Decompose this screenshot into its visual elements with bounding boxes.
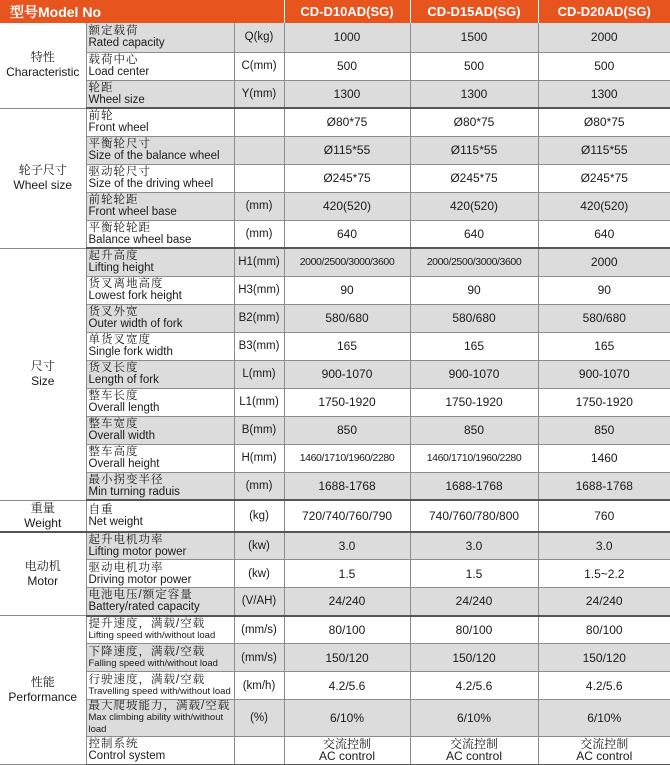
spec-row	[0, 220, 670, 248]
value-cell: 1500	[410, 23, 538, 52]
category-zh: 重量	[30, 500, 55, 515]
parameter-zh: 单货叉宽度	[88, 334, 151, 346]
parameter-en: Length of fork	[88, 374, 159, 386]
value-cell: 850	[538, 416, 670, 444]
parameter-label	[86, 276, 234, 304]
parameter-zh: 整车长度	[88, 390, 139, 402]
value-cell: 1688-1768	[538, 472, 670, 500]
value-line: 交流控制	[580, 737, 629, 752]
parameter-label	[86, 220, 234, 248]
spec-row	[0, 588, 670, 616]
value-cell: 580/680	[538, 304, 670, 332]
value-cell: 150/120	[410, 644, 538, 672]
spec-row	[0, 672, 670, 700]
parameter-en: Overall height	[88, 458, 160, 470]
unit-cell	[234, 108, 284, 136]
spec-row	[0, 500, 670, 532]
parameter-label	[86, 644, 234, 672]
value-line: 交流控制	[450, 737, 499, 752]
spec-row	[0, 700, 670, 737]
unit-cell: (mm/s)	[234, 616, 284, 644]
unit-cell: (kg)	[234, 500, 284, 532]
value-cell	[538, 737, 670, 765]
parameter-en: Single fork width	[88, 346, 173, 358]
unit-cell: L(mm)	[234, 360, 284, 388]
value-cell: 90	[538, 276, 670, 304]
header-row	[0, 0, 670, 23]
parameter-label	[86, 304, 234, 332]
unit-cell: (mm)	[234, 220, 284, 248]
parameter-zh: 前轮轮距	[88, 194, 139, 206]
value-cell: 4.2/5.6	[538, 672, 670, 700]
value-cell: Ø115*55	[284, 136, 410, 164]
value-cell: 640	[284, 220, 410, 248]
value-cell: 165	[538, 332, 670, 360]
parameter-label	[86, 332, 234, 360]
parameter-en: Overall length	[88, 402, 160, 414]
value-line: 交流控制	[323, 737, 372, 752]
value-cell	[284, 737, 410, 765]
category-label	[0, 616, 86, 765]
category-label	[0, 500, 86, 532]
spec-row	[0, 52, 670, 80]
value-cell: 1750-1920	[410, 388, 538, 416]
category-en: Weight	[24, 515, 62, 530]
parameter-label	[86, 23, 234, 52]
parameter-en: Load center	[88, 66, 150, 78]
category-zh: 电动机	[24, 558, 61, 573]
parameter-en: Lowest fork height	[88, 290, 182, 302]
unit-cell	[234, 737, 284, 765]
parameter-en: Lifting height	[88, 262, 154, 275]
parameter-label	[86, 164, 234, 192]
parameter-label	[86, 560, 234, 588]
unit-cell: (mm/s)	[234, 644, 284, 672]
value-cell: 90	[284, 276, 410, 304]
parameter-zh: 货叉离地高度	[88, 278, 164, 290]
spec-row	[0, 560, 670, 588]
parameter-en: Outer width of fork	[88, 318, 183, 330]
parameter-zh: 自重	[88, 503, 114, 516]
parameter-label	[86, 444, 234, 472]
category-label	[0, 108, 86, 248]
spec-row	[0, 332, 670, 360]
parameter-en: Wheel size	[88, 93, 145, 106]
value-cell: Ø245*75	[538, 164, 670, 192]
value-cell: 6/10%	[410, 700, 538, 737]
spec-row	[0, 276, 670, 304]
unit-cell: H3(mm)	[234, 276, 284, 304]
parameter-label	[86, 248, 234, 276]
parameter-zh: 平衡轮轮距	[88, 221, 151, 234]
parameter-label	[86, 388, 234, 416]
unit-cell: (kw)	[234, 560, 284, 588]
spec-row	[0, 416, 670, 444]
parameter-zh: 控制系统	[88, 738, 139, 751]
category-en: Characteristic	[6, 65, 80, 80]
parameter-zh: 电池电压/额定容量	[88, 589, 193, 602]
category-en: Performance	[8, 690, 78, 704]
unit-cell: Y(mm)	[234, 80, 284, 108]
unit-cell: B3(mm)	[234, 332, 284, 360]
parameter-label	[86, 616, 234, 644]
value-cell: 850	[410, 416, 538, 444]
value-cell: 850	[284, 416, 410, 444]
parameter-en: Max climbing ability with/without load	[88, 712, 224, 735]
value-cell: 80/100	[538, 616, 670, 644]
category-label	[0, 248, 86, 500]
unit-cell: (mm)	[234, 192, 284, 220]
value-cell: 2000/2500/3000/3600	[284, 248, 410, 276]
parameter-en: Min turning raduis	[88, 485, 180, 498]
spec-row	[0, 616, 670, 644]
spec-row	[0, 80, 670, 108]
category-en: Wheel size	[13, 178, 73, 192]
spec-row	[0, 472, 670, 500]
value-cell: 500	[284, 52, 410, 80]
parameter-zh: 额定载荷	[88, 25, 139, 38]
value-cell: 900-1070	[284, 360, 410, 388]
value-line: AC control	[446, 749, 503, 764]
unit-cell: Q(kg)	[234, 23, 284, 52]
spec-row	[0, 23, 670, 52]
spec-row	[0, 136, 670, 164]
value-cell: Ø80*75	[284, 108, 410, 136]
value-cell: 165	[410, 332, 538, 360]
value-cell: 420(520)	[538, 192, 670, 220]
parameter-label	[86, 472, 234, 500]
value-cell: 1688-1768	[284, 472, 410, 500]
parameter-en: Balance wheel base	[88, 233, 192, 246]
spec-row	[0, 248, 670, 276]
value-cell: 2000	[538, 23, 670, 52]
value-cell: 165	[284, 332, 410, 360]
value-cell: 24/240	[284, 588, 410, 616]
parameter-en: Falling speed with/without load	[88, 657, 218, 669]
value-cell: 900-1070	[538, 360, 670, 388]
category-label	[0, 532, 86, 616]
parameter-label	[86, 136, 234, 164]
value-cell: 3.0	[284, 532, 410, 560]
parameter-zh: 整车高度	[88, 446, 139, 458]
spec-row	[0, 644, 670, 672]
value-cell: 80/100	[410, 616, 538, 644]
value-cell: 580/680	[284, 304, 410, 332]
category-en: Size	[31, 374, 55, 388]
unit-cell: (V/AH)	[234, 588, 284, 616]
value-cell: 90	[410, 276, 538, 304]
spec-row	[0, 388, 670, 416]
value-cell: 1460/1710/1960/2280	[410, 444, 538, 472]
parameter-zh: 起升电机功率	[88, 533, 164, 546]
parameter-label	[86, 52, 234, 80]
value-cell: 900-1070	[410, 360, 538, 388]
parameter-en: Net weight	[88, 515, 143, 528]
value-cell: 760	[538, 500, 670, 532]
value-cell: Ø245*75	[410, 164, 538, 192]
parameter-label	[86, 360, 234, 388]
unit-cell: L1(mm)	[234, 388, 284, 416]
value-cell: 4.2/5.6	[410, 672, 538, 700]
value-cell: 1300	[284, 80, 410, 108]
value-cell: 420(520)	[410, 192, 538, 220]
unit-cell: B(mm)	[234, 416, 284, 444]
value-cell: 150/120	[284, 644, 410, 672]
parameter-en: Lifting motor power	[88, 545, 187, 558]
value-cell: 6/10%	[538, 700, 670, 737]
parameter-zh: 前轮	[88, 110, 114, 123]
category-zh: 轮子尺寸	[18, 163, 67, 177]
category-zh: 尺寸	[30, 359, 55, 373]
value-cell: 80/100	[284, 616, 410, 644]
parameter-label	[86, 416, 234, 444]
value-cell: 1300	[410, 80, 538, 108]
value-cell: 1750-1920	[538, 388, 670, 416]
model-no-title: 型号Model No	[0, 0, 284, 23]
value-cell: Ø115*55	[538, 136, 670, 164]
unit-cell: (%)	[234, 700, 284, 737]
value-cell: 1460	[538, 444, 670, 472]
value-cell: Ø80*75	[538, 108, 670, 136]
parameter-en: Battery/rated capacity	[88, 601, 200, 614]
parameter-en: Control system	[88, 750, 166, 763]
parameter-zh: 行驶速度，满载/空载	[88, 673, 206, 686]
value-cell: 2000/2500/3000/3600	[410, 248, 538, 276]
parameter-en: Rated capacity	[88, 37, 165, 50]
spec-row	[0, 304, 670, 332]
unit-cell: H(mm)	[234, 444, 284, 472]
value-cell: 740/760/780/800	[410, 500, 538, 532]
parameter-label	[86, 192, 234, 220]
value-cell: Ø80*75	[410, 108, 538, 136]
unit-cell: (mm)	[234, 472, 284, 500]
category-zh: 特性	[30, 50, 55, 65]
parameter-zh: 货叉外宽	[88, 306, 139, 318]
parameter-label	[86, 500, 234, 532]
parameter-label	[86, 80, 234, 108]
parameter-label	[86, 700, 234, 737]
parameter-en: Size of the driving wheel	[88, 178, 214, 190]
value-cell: 500	[410, 52, 538, 80]
parameter-zh: 载荷中心	[88, 54, 139, 66]
category-label	[0, 23, 86, 108]
value-cell: 1460/1710/1960/2280	[284, 444, 410, 472]
model-header-1: CD-D10AD(SG)	[284, 0, 410, 23]
unit-cell: C(mm)	[234, 52, 284, 80]
spec-row	[0, 164, 670, 192]
spec-row	[0, 444, 670, 472]
value-line: AC control	[576, 749, 633, 764]
parameter-en: Overall width	[88, 430, 155, 442]
value-cell: 3.0	[538, 532, 670, 560]
value-cell	[410, 737, 538, 765]
parameter-label	[86, 108, 234, 136]
parameter-zh: 最大爬坡能力，满载/空载	[88, 700, 231, 712]
parameter-zh: 起升高度	[88, 250, 139, 263]
value-cell: 1300	[538, 80, 670, 108]
value-cell: 1.5	[410, 560, 538, 588]
value-cell: 1.5	[284, 560, 410, 588]
value-cell: Ø115*55	[410, 136, 538, 164]
parameter-zh: 整车宽度	[88, 418, 139, 430]
model-header-3: CD-D20AD(SG)	[538, 0, 670, 23]
value-cell: Ø245*75	[284, 164, 410, 192]
value-line: AC control	[319, 749, 376, 764]
parameter-zh: 下降速度，满载/空载	[88, 645, 206, 658]
model-header-2: CD-D15AD(SG)	[410, 0, 538, 23]
parameter-label	[86, 588, 234, 616]
value-cell: 640	[538, 220, 670, 248]
value-cell: 6/10%	[284, 700, 410, 737]
parameter-en: Driving motor power	[88, 573, 192, 586]
value-cell: 4.2/5.6	[284, 672, 410, 700]
value-cell: 420(520)	[284, 192, 410, 220]
unit-cell: H1(mm)	[234, 248, 284, 276]
value-cell: 720/740/760/790	[284, 500, 410, 532]
parameter-label	[86, 737, 234, 765]
parameter-label	[86, 532, 234, 560]
spec-row	[0, 532, 670, 560]
value-cell: 24/240	[538, 588, 670, 616]
spec-row	[0, 192, 670, 220]
parameter-zh: 轮距	[88, 81, 114, 94]
unit-cell: B2(mm)	[234, 304, 284, 332]
spec-row	[0, 737, 670, 765]
value-cell: 580/680	[410, 304, 538, 332]
parameter-zh: 货叉长度	[88, 362, 139, 374]
parameter-en: Lifting speed with/without load	[88, 629, 216, 641]
value-cell: 2000	[538, 248, 670, 276]
spec-row	[0, 360, 670, 388]
parameter-zh: 提升速度，满载/空载	[88, 617, 206, 630]
parameter-zh: 驱动电机功率	[88, 561, 164, 574]
parameter-en: Front wheel	[88, 122, 149, 135]
unit-cell	[234, 136, 284, 164]
unit-cell	[234, 164, 284, 192]
value-cell: 1688-1768	[410, 472, 538, 500]
value-cell: 150/120	[538, 644, 670, 672]
unit-cell: (kw)	[234, 532, 284, 560]
category-en: Motor	[27, 573, 59, 588]
category-zh: 性能	[30, 675, 55, 689]
parameter-en: Size of the balance wheel	[88, 150, 220, 162]
value-cell: 1.5~2.2	[538, 560, 670, 588]
spec-row	[0, 108, 670, 136]
parameter-zh: 驱动轮尺寸	[88, 166, 151, 178]
parameter-en: Travelling speed with/without load	[88, 685, 231, 697]
parameter-en: Front wheel base	[88, 206, 177, 218]
value-cell: 640	[410, 220, 538, 248]
value-cell: 500	[538, 52, 670, 80]
value-cell: 24/240	[410, 588, 538, 616]
value-cell: 1750-1920	[284, 388, 410, 416]
unit-cell: (km/h)	[234, 672, 284, 700]
parameter-label	[86, 672, 234, 700]
value-cell: 3.0	[410, 532, 538, 560]
parameter-zh: 平衡轮尺寸	[88, 138, 151, 150]
value-cell: 1000	[284, 23, 410, 52]
parameter-zh: 最小拐变半径	[88, 473, 164, 486]
